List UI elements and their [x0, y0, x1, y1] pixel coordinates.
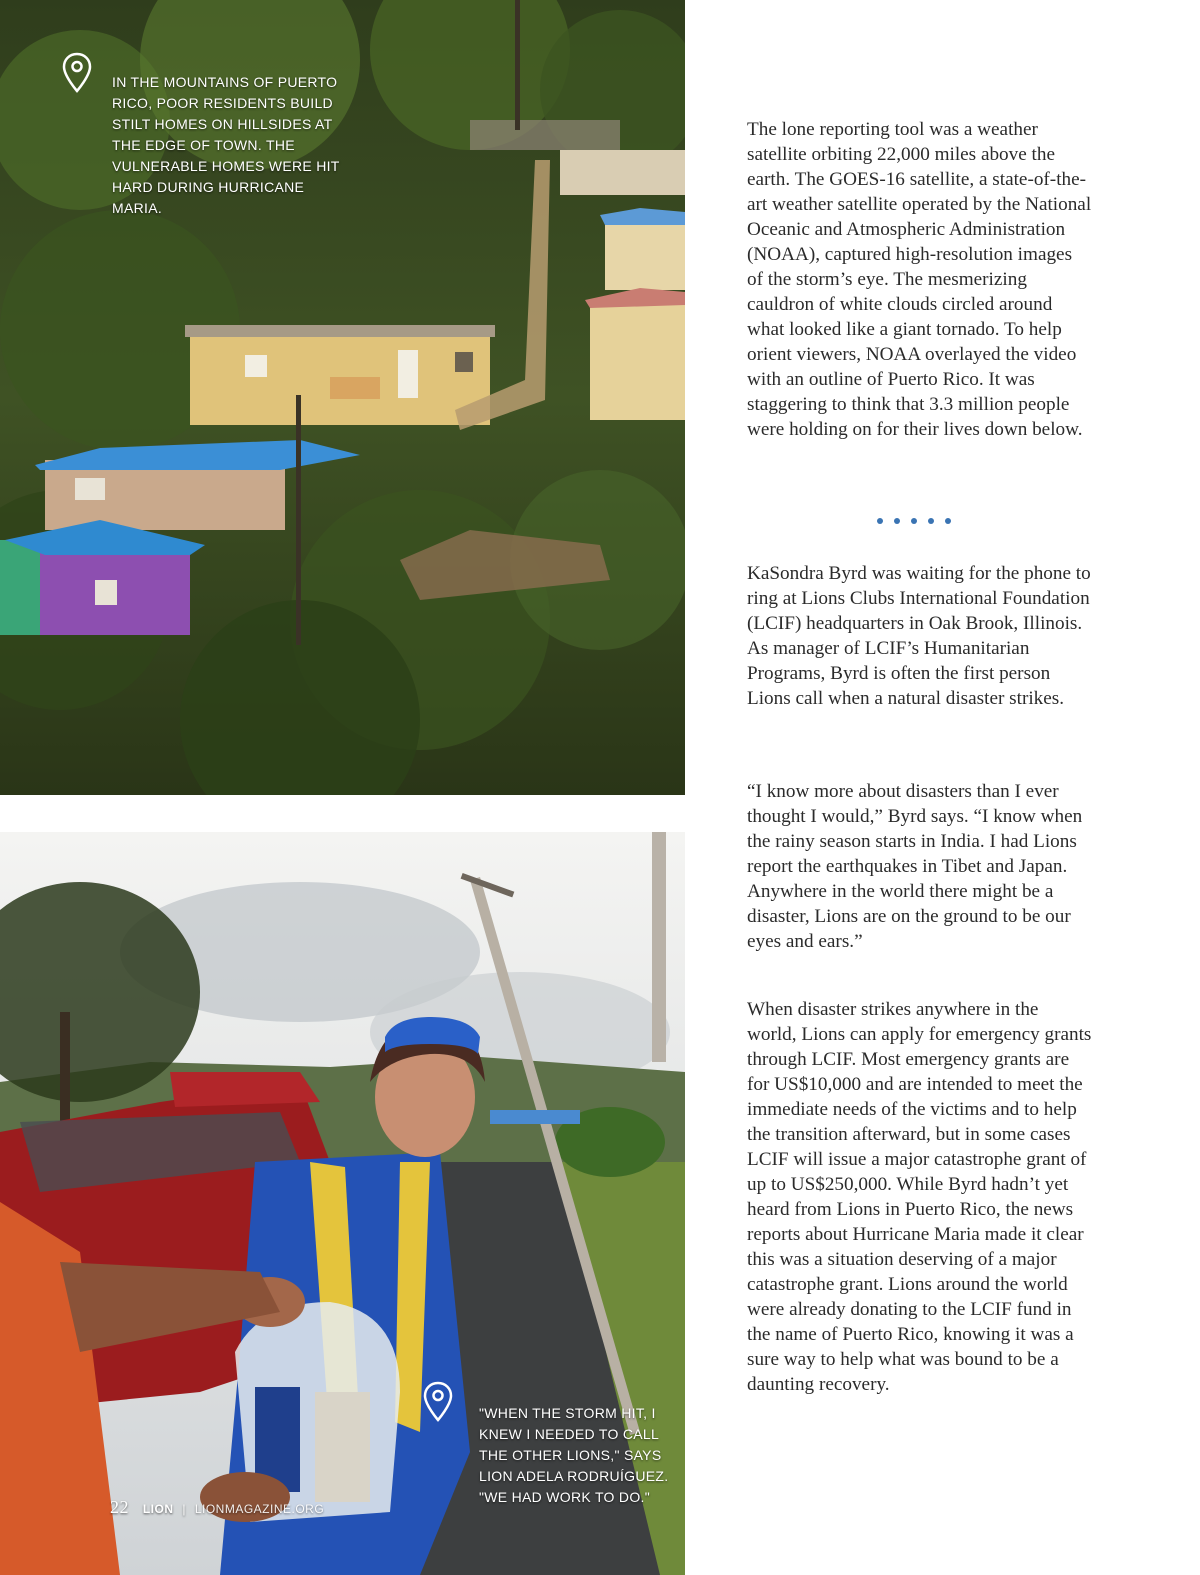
paragraph-text: “I know more about disasters than I ever thought I would,” Byrd says. “I know when the rainy season starts in India. I had Lions report the earthquakes in Tibet and Japan. Anywhere in the world there might be a disaster, Lions are on the ground to be our eyes and ears.” [747, 781, 1083, 952]
paragraph-text: KaSondra Byrd was waiting for the phone to ring at Lions Clubs International Foundation (LCIF) headquarters in Oak Brook, Illinois. As manager of LCIF’s Humanitarian Programs, Byrd is often the first person Lions call when a natural disaster strikes. [747, 563, 1091, 709]
divider-dot [894, 518, 900, 524]
page-folio [110, 1497, 324, 1518]
paragraph-text: When disaster strikes anywhere in the world, Lions can apply for emergency grants through LCIF. Most emergency grants are for US$10,000 and are intended to meet the immediate needs of the victims and to help the transition afterward, but in some cases LCIF will issue a major catastrophe grant of up to US$250,000. While Byrd hadn’t yet heard from Lions in Puerto Rico, the news reports about Hurricane Maria made it clear this was a situation deserving of a major catastrophe grant. Lions around the world were already donating to the LCIF fund in the name of Puerto Rico, knowing it was a sure way to help what was bound to be a daunting recovery. [747, 999, 1092, 1395]
article-paragraph [747, 997, 1092, 1397]
divider-dot [928, 518, 934, 524]
divider-dot [877, 518, 883, 524]
article-paragraph [747, 561, 1092, 711]
divider-dot [911, 518, 917, 524]
divider-dot [945, 518, 951, 524]
article-paragraph [747, 779, 1092, 954]
article-paragraph [747, 117, 1092, 442]
magazine-website-link[interactable]: LIONMAGAZINE.ORG [194, 1502, 325, 1516]
magazine-name: LION [142, 1502, 174, 1516]
section-divider-dots [877, 518, 951, 524]
map-pin-icon [423, 1381, 453, 1423]
folio-separator: | [182, 1502, 186, 1516]
photo-caption-bottom: "WHEN THE STORM HIT, I KNEW I NEEDED TO CALL THE OTHER LIONS," SAYS LION ADELA RODRUÍGUEZ. "WE HAD WORK TO DO." [479, 1405, 669, 1505]
photo-caption-top: IN THE MOUNTAINS OF PUERTO RICO, POOR RESIDENTS BUILD STILT HOMES ON HILLSIDES AT THE EDGE OF TOWN. THE VULNERABLE HOMES WERE HIT HARD DURING HURRICANE MARIA. [112, 74, 340, 216]
page-number: 22 [110, 1497, 129, 1517]
map-pin-icon [62, 52, 92, 94]
paragraph-text: The lone reporting tool was a weather satellite orbiting 22,000 miles above the earth. The GOES-16 satellite, a state-of-the-art weather satellite operated by the National Oceanic and Atmospheric Administration (NOAA), captured high-resolution images of the storm’s eye. The mesmerizing cauldron of white clouds circled around what looked like a giant tornado. To help orient viewers, NOAA overlayed the video with an outline of Puerto Rico. It was staggering to think that 3.3 million people were holding on for their lives down below. [747, 119, 1092, 440]
